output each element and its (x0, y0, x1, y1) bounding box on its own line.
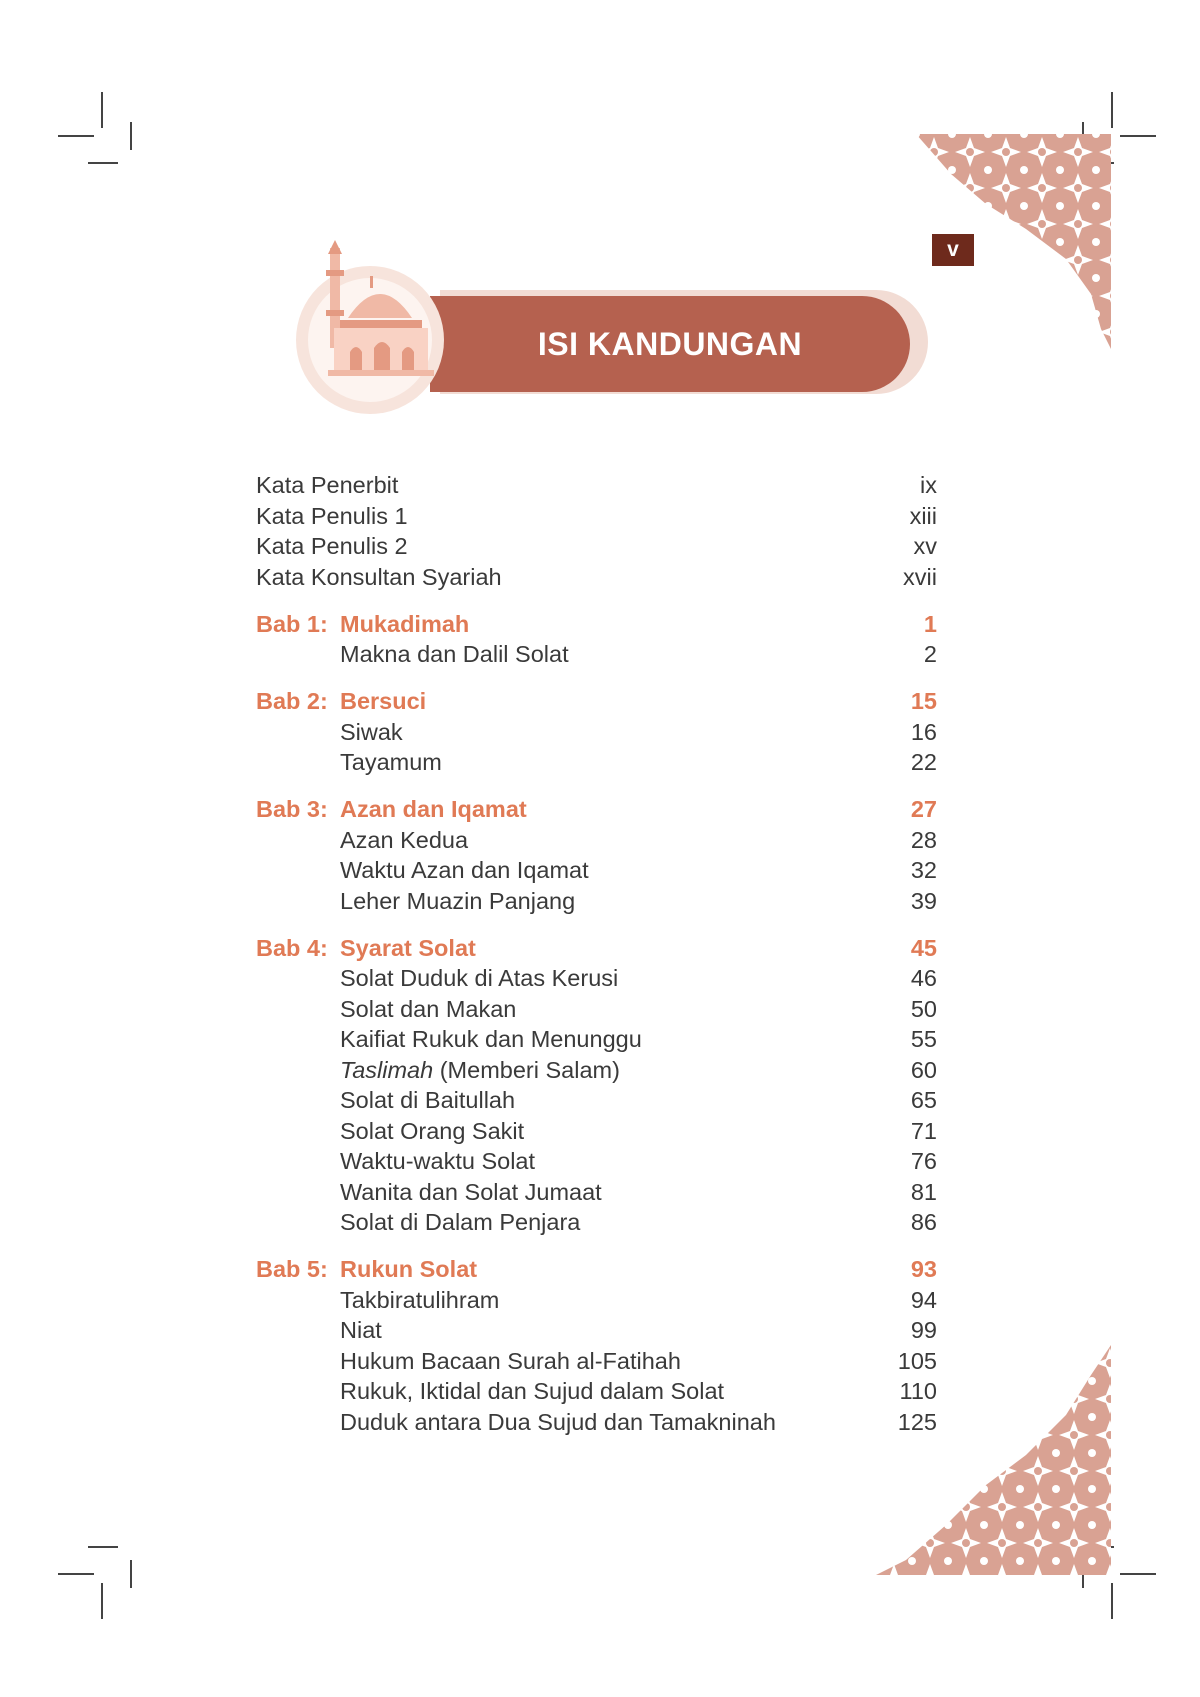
crop-mark (88, 1546, 118, 1548)
toc-entry: Taslimah (Memberi Salam) 60 (340, 1056, 937, 1083)
crop-mark (101, 92, 103, 128)
toc-entry: Kaifiat Rukuk dan Menunggu 55 (340, 1026, 937, 1052)
crop-mark (101, 1583, 103, 1619)
mosque-icon (290, 240, 450, 430)
toc-entry: Waktu Azan dan Iqamat 32 (340, 857, 937, 883)
toc-entry: Hukum Bacaan Surah al-Fatihah 105 (340, 1347, 937, 1374)
toc-entry: Rukuk, Iktidal dan Sujud dalam Solat 110 (340, 1378, 937, 1404)
toc-entry: Takbiratulihram 94 (340, 1286, 937, 1313)
chapter-heading: Bab 2: Bersuci 15 (256, 688, 937, 714)
table-of-contents (256, 470, 937, 1437)
toc-entry: Waktu-waktu Solat 76 (340, 1148, 937, 1174)
crop-mark (58, 135, 94, 137)
chapter-heading: Bab 3: Azan dan Iqamat 27 (256, 796, 937, 822)
page-number-badge: v (932, 234, 974, 266)
crop-mark (58, 1573, 94, 1575)
crop-mark (130, 1560, 132, 1588)
crop-mark (1120, 135, 1156, 137)
toc-entry: Makna dan Dalil Solat 2 (340, 641, 937, 667)
toc-entry: Niat 99 (340, 1317, 937, 1343)
toc-entry: Kata Penerbit ix (256, 472, 937, 498)
toc-entry: Kata Konsultan Syariah xvii (256, 563, 937, 590)
crop-mark (1111, 92, 1113, 128)
toc-entry: Solat di Baitullah 65 (340, 1087, 937, 1113)
toc-entry: Wanita dan Solat Jumaat 81 (340, 1178, 937, 1205)
toc-entry: Solat Orang Sakit 71 (340, 1117, 937, 1144)
toc-entry: Tayamum 22 (340, 749, 937, 775)
toc-entry: Solat di Dalam Penjara 86 (340, 1209, 937, 1235)
toc-entry: Leher Muazin Panjang 39 (340, 887, 937, 914)
toc-entry: Solat dan Makan 50 (340, 995, 937, 1022)
title-banner (290, 240, 940, 430)
toc-entry: Solat Duduk di Atas Kerusi 46 (340, 965, 937, 991)
chapter-heading: Bab 1: Mukadimah 1 (256, 610, 937, 637)
toc-entry: Siwak 16 (340, 718, 937, 745)
crop-mark (1120, 1573, 1156, 1575)
toc-entry: Azan Kedua 28 (340, 826, 937, 853)
chapter-heading: Bab 4: Syarat Solat 45 (256, 934, 937, 961)
crop-mark (88, 162, 118, 164)
crop-mark (1111, 1583, 1113, 1619)
toc-entry: Kata Penulis 1 xiii (256, 502, 937, 529)
toc-entry: Duduk antara Dua Sujud dan Tamakninah 125 (340, 1408, 937, 1435)
toc-entry: Kata Penulis 2 xv (256, 533, 937, 559)
crop-mark (130, 122, 132, 150)
chapter-heading: Bab 5: Rukun Solat 93 (256, 1256, 937, 1282)
page-title: ISI KANDUNGAN (430, 296, 910, 392)
